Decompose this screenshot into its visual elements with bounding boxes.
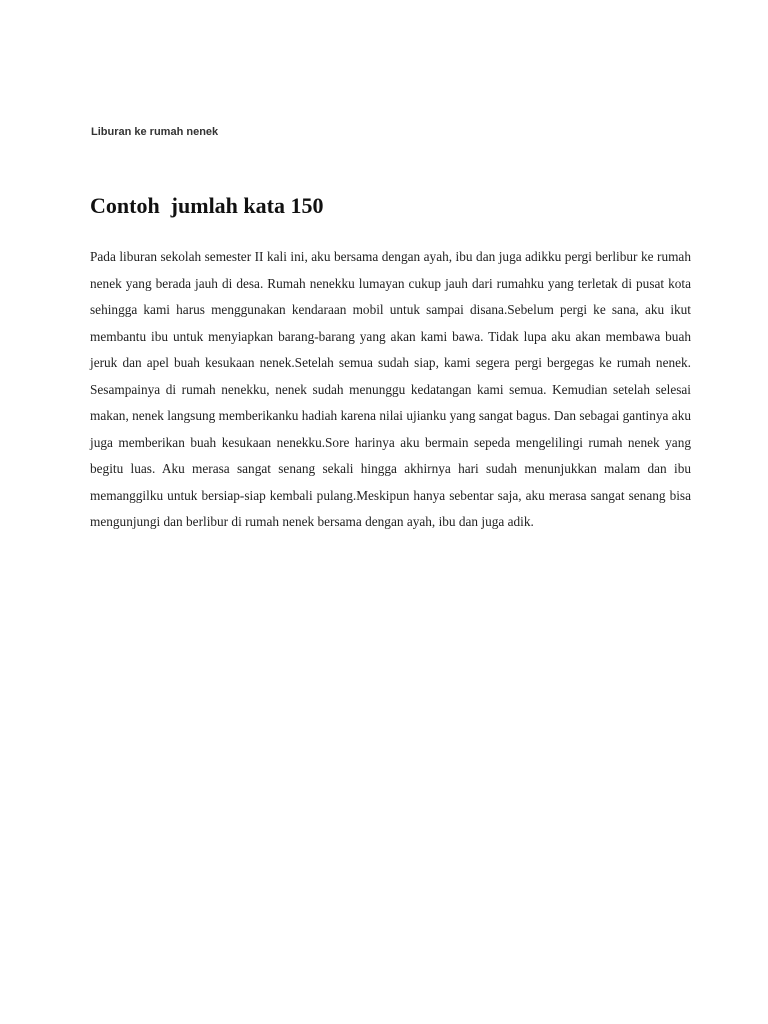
header-text: Liburan ke rumah nenek [91, 126, 219, 138]
document-title: Contoh jumlah kata 150 [90, 193, 324, 218]
body-paragraph: Pada liburan sekolah semester II kali ini, aku bersama dengan ayah, ibu dan juga adikku pergi berlibur ke rumah nenek yang berada jauh di desa. Rumah nenekku lumayan cukup jauh dari rumahku yang terletak di pusat kota sehingga kami harus menggunakan kendaraan mobil untuk sampai disana.Sebelum pergi ke sana, aku ikut membantu ibu untuk menyiapkan barang-barang yang akan kami bawa. Tidak lupa aku akan membawa buah jeruk dan apel buah kesukaan nenek.Setelah semua sudah siap, kami segera pergi bergegas ke rumah nenek. Sesampainya di rumah nenekku, nenek sudah menunggu kedatangan kami semua. Kemudian setelah selesai makan, nenek langsung memberikanku hadiah karena nilai ujianku yang sangat bagus. Dan sebagai gantinya aku juga memberikan buah kesukaan nenekku.Sore harinya aku bermain sepeda mengelilingi rumah nenek yang begitu luas. Aku merasa sangat senang sekali hingga akhirnya hari sudah menunjukkan malam dan ibu memanggilku untuk bersiap-siap kembali pulang.Meskipun hanya sebentar saja, aku merasa sangat senang bisa mengunjungi dan berlibur di rumah nenek bersama dengan ayah, ibu dan juga adik. [90, 249, 691, 529]
